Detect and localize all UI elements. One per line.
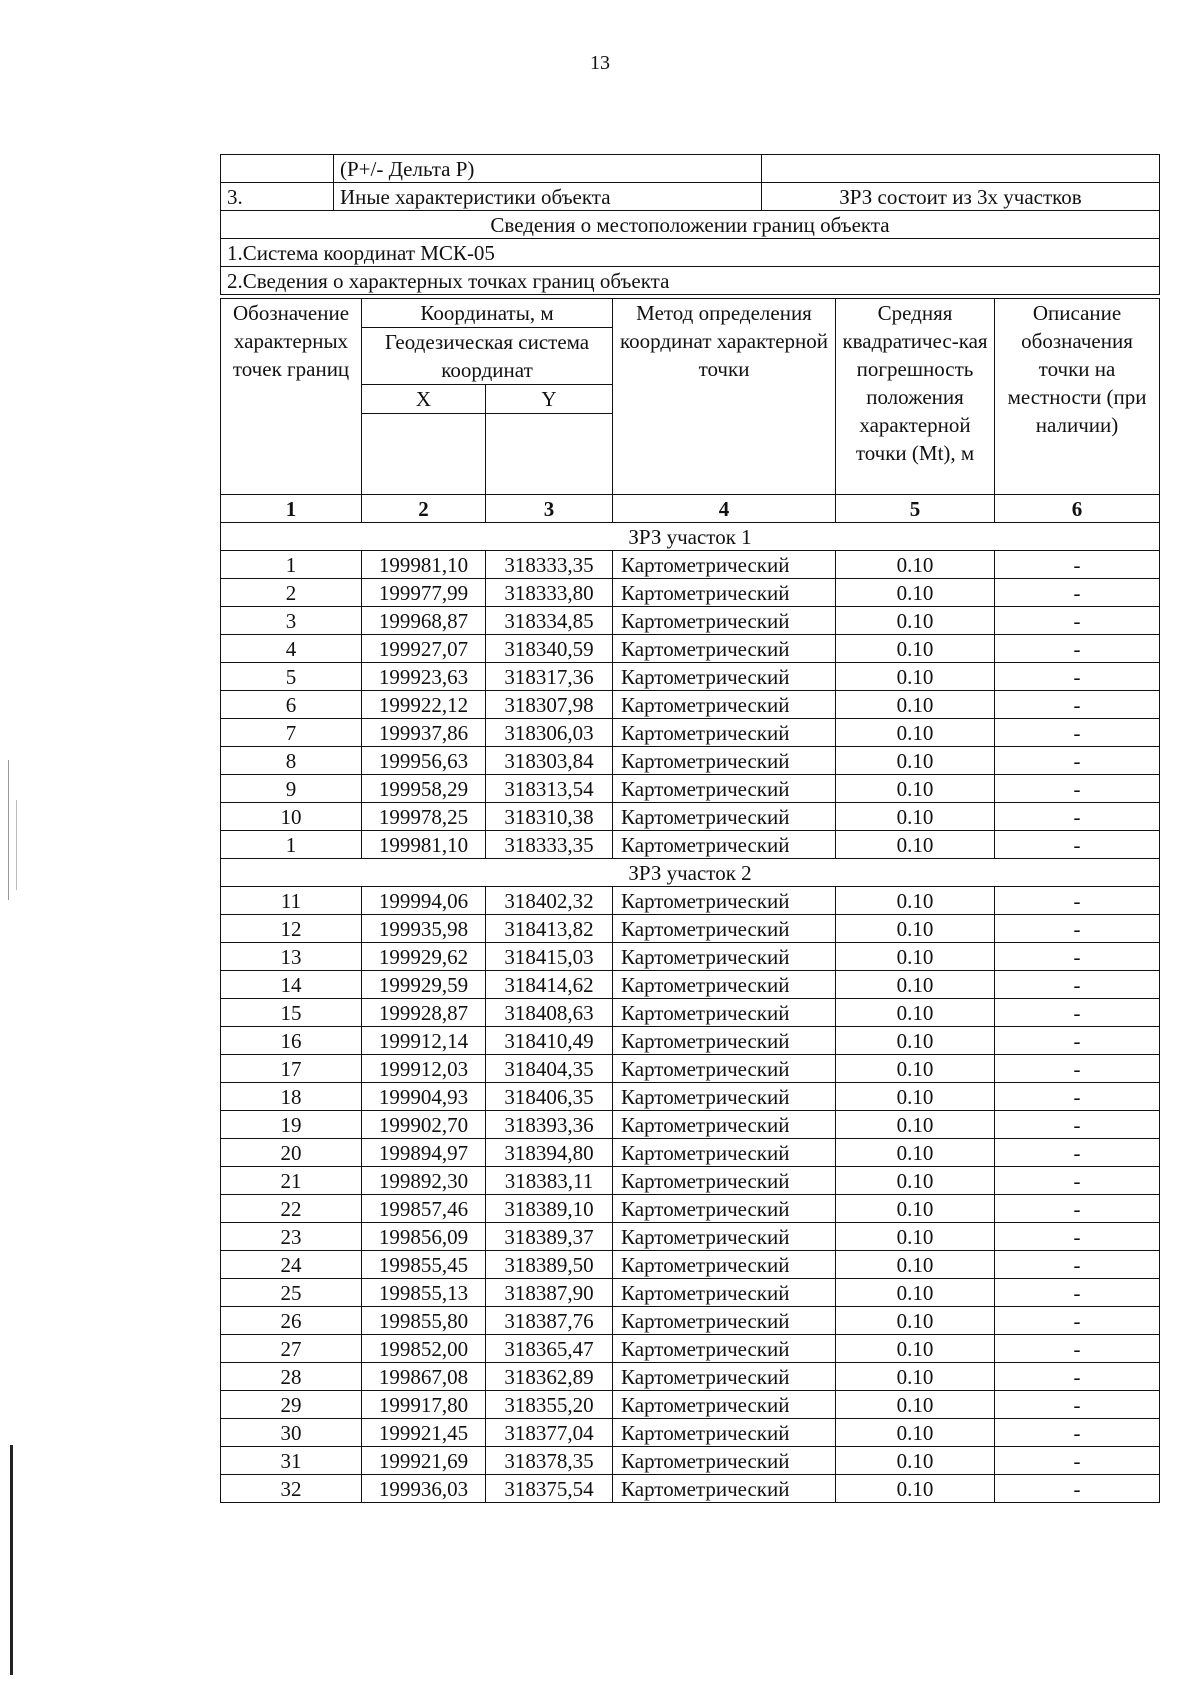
mean-square-error: 0.10 (836, 1307, 995, 1335)
y-coordinate: 318340,59 (486, 635, 613, 663)
x-coordinate: 199981,10 (362, 551, 486, 579)
method: Картометрический (613, 1027, 836, 1055)
table-row (221, 1251, 1160, 1279)
point-description: - (995, 691, 1160, 719)
mean-square-error: 0.10 (836, 1475, 995, 1503)
y-coordinate: 318334,85 (486, 607, 613, 635)
point-description: - (995, 1419, 1160, 1447)
y-coordinate: 318389,50 (486, 1251, 613, 1279)
point-description: - (995, 1447, 1160, 1475)
x-coordinate: 199921,45 (362, 1419, 486, 1447)
point-description: - (995, 607, 1160, 635)
table-row (221, 1279, 1160, 1307)
point-number: 1 (221, 551, 362, 579)
point-number: 31 (221, 1447, 362, 1475)
section-title: ЗРЗ участок 1 (221, 523, 1160, 551)
y-coordinate: 318389,10 (486, 1195, 613, 1223)
method: Картометрический (613, 775, 836, 803)
table-row (221, 663, 1160, 691)
point-number: 21 (221, 1167, 362, 1195)
method: Картометрический (613, 1419, 836, 1447)
point-description: - (995, 1335, 1160, 1363)
point-description: - (995, 1391, 1160, 1419)
point-description: - (995, 943, 1160, 971)
table-row (221, 1167, 1160, 1195)
col-method-header: Метод определения координат характерной точки (613, 299, 836, 495)
x-coordinate: 199904,93 (362, 1083, 486, 1111)
point-number: 8 (221, 747, 362, 775)
row-label: Иные характеристики объекта (334, 183, 762, 211)
table-row (221, 239, 1160, 267)
x-coordinate: 199921,69 (362, 1447, 486, 1475)
y-coordinate: 318378,35 (486, 1447, 613, 1475)
table-row (221, 211, 1160, 239)
y-coordinate: 318362,89 (486, 1363, 613, 1391)
point-number: 30 (221, 1419, 362, 1447)
x-coordinate: 199994,06 (362, 887, 486, 915)
point-description: - (995, 971, 1160, 999)
method: Картометрический (613, 1307, 836, 1335)
method: Картометрический (613, 691, 836, 719)
mean-square-error: 0.10 (836, 551, 995, 579)
column-number-row (221, 495, 1160, 523)
x-coordinate: 199855,45 (362, 1251, 486, 1279)
x-coordinate: 199852,00 (362, 1335, 486, 1363)
y-coordinate: 318383,11 (486, 1167, 613, 1195)
mean-square-error: 0.10 (836, 1111, 995, 1139)
row-value (762, 155, 1160, 183)
col-x-header: X (362, 385, 486, 414)
mean-square-error: 0.10 (836, 887, 995, 915)
table-row (221, 551, 1160, 579)
point-number: 5 (221, 663, 362, 691)
point-number: 10 (221, 803, 362, 831)
x-coordinate: 199902,70 (362, 1111, 486, 1139)
point-description: - (995, 1363, 1160, 1391)
column-number: 1 (221, 495, 362, 523)
y-coordinate: 318387,76 (486, 1307, 613, 1335)
x-coordinate: 199978,25 (362, 803, 486, 831)
x-coordinate: 199937,86 (362, 719, 486, 747)
column-number: 5 (836, 495, 995, 523)
point-description: - (995, 579, 1160, 607)
method: Картометрический (613, 1139, 836, 1167)
section-title: ЗРЗ участок 2 (221, 859, 1160, 887)
y-coordinate: 318333,35 (486, 831, 613, 859)
point-description: - (995, 1111, 1160, 1139)
point-number: 4 (221, 635, 362, 663)
y-coordinate: 318307,98 (486, 691, 613, 719)
mean-square-error: 0.10 (836, 1055, 995, 1083)
col-y-header: Y (486, 385, 613, 414)
page-number: 13 (590, 52, 610, 74)
mean-square-error: 0.10 (836, 831, 995, 859)
point-description: - (995, 1279, 1160, 1307)
x-coordinate: 199928,87 (362, 999, 486, 1027)
method: Картометрический (613, 663, 836, 691)
x-coordinate: 199857,46 (362, 1195, 486, 1223)
point-description: - (995, 1195, 1160, 1223)
point-description: - (995, 719, 1160, 747)
mean-square-error: 0.10 (836, 1139, 995, 1167)
scan-edge-mark (16, 800, 17, 890)
point-description: - (995, 775, 1160, 803)
mean-square-error: 0.10 (836, 1419, 995, 1447)
col-geodetic-header: Геодезическая система координат (362, 328, 613, 385)
table-row (221, 971, 1160, 999)
point-description: - (995, 887, 1160, 915)
x-coordinate: 199923,63 (362, 663, 486, 691)
x-coordinate: 199981,10 (362, 831, 486, 859)
row-value: ЗРЗ состоит из 3х участков (762, 183, 1160, 211)
mean-square-error: 0.10 (836, 971, 995, 999)
col-coordinates-header: Координаты, м (362, 299, 613, 328)
table-row (221, 1391, 1160, 1419)
mean-square-error: 0.10 (836, 1363, 995, 1391)
point-number: 7 (221, 719, 362, 747)
mean-square-error: 0.10 (836, 747, 995, 775)
point-number: 16 (221, 1027, 362, 1055)
x-coordinate: 199892,30 (362, 1167, 486, 1195)
table-row (221, 1475, 1160, 1503)
mean-square-error: 0.10 (836, 1391, 995, 1419)
point-description: - (995, 551, 1160, 579)
mean-square-error: 0.10 (836, 1335, 995, 1363)
method: Картометрический (613, 1475, 836, 1503)
x-coordinate: 199912,03 (362, 1055, 486, 1083)
table-header-row (221, 299, 1160, 328)
y-coordinate: 318402,32 (486, 887, 613, 915)
point-number: 26 (221, 1307, 362, 1335)
x-coordinate: 199856,09 (362, 1223, 486, 1251)
table-row (221, 1195, 1160, 1223)
section-title: Сведения о местоположении границ объекта (221, 211, 1160, 239)
col-description-header: Описание обозначения точки на местности (при наличии) (995, 299, 1160, 495)
method: Картометрический (613, 719, 836, 747)
column-number: 2 (362, 495, 486, 523)
mean-square-error: 0.10 (836, 1251, 995, 1279)
y-coordinate: 318303,84 (486, 747, 613, 775)
method: Картометрический (613, 1111, 836, 1139)
table-row (221, 267, 1160, 295)
x-coordinate: 199958,29 (362, 775, 486, 803)
point-description: - (995, 1027, 1160, 1055)
method: Картометрический (613, 1279, 836, 1307)
x-coordinate: 199929,62 (362, 943, 486, 971)
x-coordinate: 199956,63 (362, 747, 486, 775)
mean-square-error: 0.10 (836, 999, 995, 1027)
point-description: - (995, 1139, 1160, 1167)
table-row (221, 775, 1160, 803)
method: Картометрический (613, 1195, 836, 1223)
method: Картометрический (613, 999, 836, 1027)
x-coordinate: 199977,99 (362, 579, 486, 607)
mean-square-error: 0.10 (836, 1223, 995, 1251)
y-coordinate: 318333,80 (486, 579, 613, 607)
mean-square-error: 0.10 (836, 803, 995, 831)
method: Картометрический (613, 551, 836, 579)
mean-square-error: 0.10 (836, 691, 995, 719)
table-row (221, 1419, 1160, 1447)
row-number: 3. (221, 183, 334, 211)
coord-system: 1.Система координат МСК-05 (221, 239, 1160, 267)
method: Картометрический (613, 971, 836, 999)
x-coordinate: 199968,87 (362, 607, 486, 635)
point-number: 19 (221, 1111, 362, 1139)
point-description: - (995, 1083, 1160, 1111)
method: Картометрический (613, 887, 836, 915)
mean-square-error: 0.10 (836, 1195, 995, 1223)
point-description: - (995, 1167, 1160, 1195)
method: Картометрический (613, 579, 836, 607)
y-coordinate: 318313,54 (486, 775, 613, 803)
x-coordinate: 199917,80 (362, 1391, 486, 1419)
table-row (221, 607, 1160, 635)
table-row (221, 579, 1160, 607)
point-description: - (995, 1223, 1160, 1251)
point-number: 24 (221, 1251, 362, 1279)
y-coordinate: 318394,80 (486, 1139, 613, 1167)
y-coordinate: 318414,62 (486, 971, 613, 999)
x-coordinate: 199855,80 (362, 1307, 486, 1335)
method: Картометрический (613, 803, 836, 831)
point-number: 11 (221, 887, 362, 915)
row-number (221, 155, 334, 183)
table-row (221, 1055, 1160, 1083)
column-number: 6 (995, 495, 1160, 523)
mean-square-error: 0.10 (836, 1083, 995, 1111)
table-row (221, 635, 1160, 663)
table-row (221, 719, 1160, 747)
table-row (221, 1083, 1160, 1111)
table-row (221, 747, 1160, 775)
x-coordinate: 199855,13 (362, 1279, 486, 1307)
point-description: - (995, 1251, 1160, 1279)
method: Картометрический (613, 1055, 836, 1083)
method: Картометрический (613, 1251, 836, 1279)
y-coordinate: 318365,47 (486, 1335, 613, 1363)
mean-square-error: 0.10 (836, 607, 995, 635)
table-row (221, 155, 1160, 183)
mean-square-error: 0.10 (836, 943, 995, 971)
table-row (221, 803, 1160, 831)
method: Картометрический (613, 1223, 836, 1251)
mean-square-error: 0.10 (836, 719, 995, 747)
col-error-header: Средняя квадратичес-кая погрешность положения характерной точки (Mt), м (836, 299, 995, 495)
point-number: 23 (221, 1223, 362, 1251)
point-description: - (995, 663, 1160, 691)
point-number: 27 (221, 1335, 362, 1363)
point-description: - (995, 1307, 1160, 1335)
y-coordinate: 318413,82 (486, 915, 613, 943)
method: Картометрический (613, 747, 836, 775)
mean-square-error: 0.10 (836, 579, 995, 607)
point-number: 12 (221, 915, 362, 943)
point-description: - (995, 747, 1160, 775)
mean-square-error: 0.10 (836, 1279, 995, 1307)
point-number: 14 (221, 971, 362, 999)
y-coordinate: 318317,36 (486, 663, 613, 691)
method: Картометрический (613, 1391, 836, 1419)
mean-square-error: 0.10 (836, 1167, 995, 1195)
mean-square-error: 0.10 (836, 915, 995, 943)
y-coordinate: 318406,35 (486, 1083, 613, 1111)
x-coordinate: 199894,97 (362, 1139, 486, 1167)
scan-edge-mark (10, 1445, 13, 1675)
row-label: (P+/- Дельта P) (334, 155, 762, 183)
point-number: 15 (221, 999, 362, 1027)
point-number: 17 (221, 1055, 362, 1083)
x-coordinate: 199912,14 (362, 1027, 486, 1055)
table-row (221, 1447, 1160, 1475)
point-description: - (995, 999, 1160, 1027)
point-description: - (995, 803, 1160, 831)
y-coordinate: 318377,04 (486, 1419, 613, 1447)
point-description: - (995, 635, 1160, 663)
y-coordinate: 318404,35 (486, 1055, 613, 1083)
y-coordinate: 318355,20 (486, 1391, 613, 1419)
table-row (221, 1307, 1160, 1335)
x-coordinate: 199936,03 (362, 1475, 486, 1503)
mean-square-error: 0.10 (836, 775, 995, 803)
table-row (221, 1111, 1160, 1139)
point-number: 13 (221, 943, 362, 971)
scan-edge-mark (8, 760, 9, 900)
points-title: 2.Сведения о характерных точках границ объекта (221, 267, 1160, 295)
table-row (221, 1223, 1160, 1251)
table-row (221, 1363, 1160, 1391)
point-number: 18 (221, 1083, 362, 1111)
table-row (221, 887, 1160, 915)
x-coordinate: 199922,12 (362, 691, 486, 719)
method: Картометрический (613, 943, 836, 971)
point-number: 28 (221, 1363, 362, 1391)
column-number: 3 (486, 495, 613, 523)
y-coordinate: 318408,63 (486, 999, 613, 1027)
y-coordinate: 318375,54 (486, 1475, 613, 1503)
point-number: 32 (221, 1475, 362, 1503)
table-row (221, 183, 1160, 211)
y-coordinate: 318393,36 (486, 1111, 613, 1139)
x-coordinate: 199867,08 (362, 1363, 486, 1391)
point-number: 3 (221, 607, 362, 635)
section-header-row (221, 523, 1160, 551)
section-header-row (221, 859, 1160, 887)
table-row (221, 1335, 1160, 1363)
y-coordinate: 318410,49 (486, 1027, 613, 1055)
x-coordinate: 199935,98 (362, 915, 486, 943)
table-row (221, 915, 1160, 943)
point-number: 29 (221, 1391, 362, 1419)
point-description: - (995, 1475, 1160, 1503)
point-number: 25 (221, 1279, 362, 1307)
method: Картометрический (613, 1167, 836, 1195)
point-number: 2 (221, 579, 362, 607)
method: Картометрический (613, 831, 836, 859)
boundary-points-table (220, 298, 1160, 1503)
x-coordinate: 199927,07 (362, 635, 486, 663)
mean-square-error: 0.10 (836, 663, 995, 691)
x-coordinate: 199929,59 (362, 971, 486, 999)
y-coordinate: 318306,03 (486, 719, 613, 747)
method: Картометрический (613, 915, 836, 943)
point-number: 6 (221, 691, 362, 719)
col-designation-header: Обозначение характерных точек границ (221, 299, 362, 495)
point-description: - (995, 915, 1160, 943)
object-characteristics-table (220, 154, 1160, 295)
mean-square-error: 0.10 (836, 1447, 995, 1475)
y-coordinate: 318415,03 (486, 943, 613, 971)
point-number: 9 (221, 775, 362, 803)
y-coordinate: 318387,90 (486, 1279, 613, 1307)
method: Картометрический (613, 1083, 836, 1111)
point-number: 20 (221, 1139, 362, 1167)
point-number: 1 (221, 831, 362, 859)
table-row (221, 831, 1160, 859)
y-coordinate: 318333,35 (486, 551, 613, 579)
mean-square-error: 0.10 (836, 635, 995, 663)
column-number: 4 (613, 495, 836, 523)
table-row (221, 1027, 1160, 1055)
table-row (221, 691, 1160, 719)
y-coordinate: 318389,37 (486, 1223, 613, 1251)
method: Картометрический (613, 607, 836, 635)
mean-square-error: 0.10 (836, 1027, 995, 1055)
table-row (221, 999, 1160, 1027)
method: Картометрический (613, 635, 836, 663)
point-number: 22 (221, 1195, 362, 1223)
method: Картометрический (613, 1363, 836, 1391)
y-coordinate: 318310,38 (486, 803, 613, 831)
method: Картометрический (613, 1335, 836, 1363)
table-row (221, 943, 1160, 971)
point-description: - (995, 1055, 1160, 1083)
table-row (221, 1139, 1160, 1167)
point-description: - (995, 831, 1160, 859)
method: Картометрический (613, 1447, 836, 1475)
